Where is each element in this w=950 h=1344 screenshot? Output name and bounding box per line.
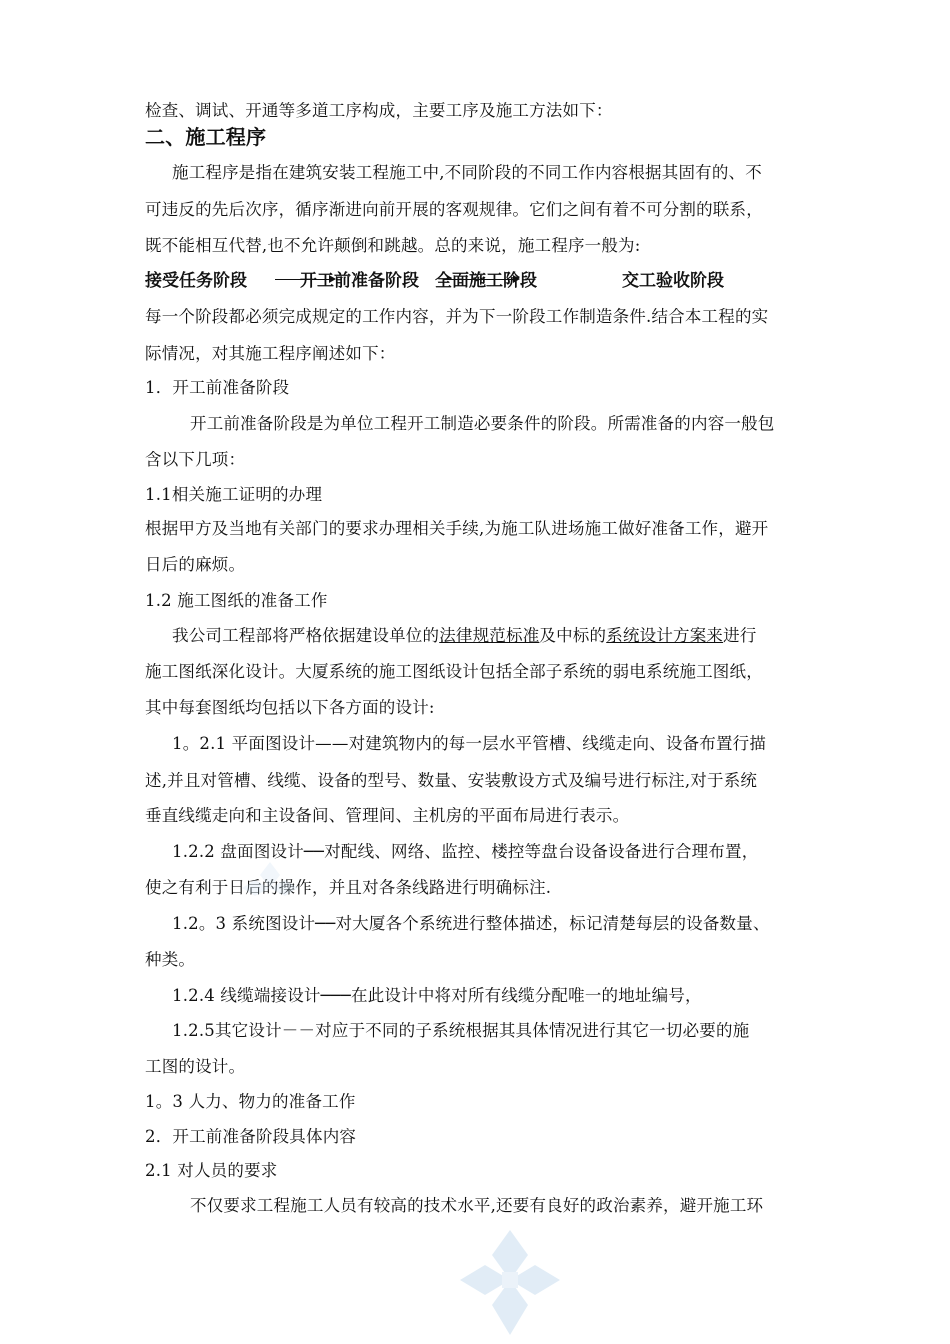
snowflake-watermark-icon [440, 1225, 580, 1344]
snowflake-watermark-icon [240, 860, 300, 910]
subheading: 2.1 对人员的要求 [145, 1161, 278, 1180]
paragraph-line: 1.2。3 系统图设计──对大厦各个系统进行整体描述，标记清楚每层的设备数量、 [172, 914, 770, 933]
stage-acceptance: 交工验收阶段 [622, 271, 724, 291]
stage-construction: 全面施工阶段 [435, 271, 537, 291]
paragraph-line: 种类。 [145, 950, 196, 969]
paragraph-line: 垂直线缆走向和主设备间、管理间、主机房的平面布局进行表示。 [145, 806, 630, 825]
paragraph-line: 1.2.5其它设计－－对应于不同的子系统根据其具体情况进行其它一切必要的施 [172, 1021, 750, 1040]
section-heading: 二、施工程序 [145, 125, 267, 149]
paragraph-line: 施工程序是指在建筑安装工程施工中,不同阶段的不同工作内容根据其固有的、不 [172, 163, 762, 182]
paragraph-line: 开工前准备阶段是为单位工程开工制造必要条件的阶段。所需准备的内容一般包 [190, 414, 775, 433]
text-run: 及中标的 [539, 626, 607, 645]
paragraph-line: 含以下几项： [145, 450, 246, 469]
paragraph-line: 不仅要求工程施工人员有较高的技术水平,还要有良好的政治素养，避开施工环 [190, 1196, 764, 1215]
text-run: 进行 [723, 626, 757, 645]
underlined-term: 法律规范标准 [439, 626, 540, 645]
paragraph-line: 1.2.2 盘面图设计──对配线、网络、监控、楼控等盘台设备设备进行合理布置， [172, 842, 759, 861]
subheading: 1．开工前准备阶段 [145, 378, 290, 397]
subheading: 1.1相关施工证明的办理 [145, 485, 323, 504]
subheading: 1。3 人力、物力的准备工作 [145, 1092, 356, 1111]
paragraph-line: 1。2.1 平面图设计——对建筑物内的每一层水平管槽、线缆走向、设备布置行描 [172, 734, 767, 753]
paragraph-line: 检查、调试、开通等多道工序构成，主要工序及施工方法如下： [145, 101, 613, 120]
paragraph-line: 每一个阶段都必须完成规定的工作内容，并为下一阶段工作制造条件.结合本工程的实 [145, 307, 769, 326]
paragraph-line: 日后的麻烦。 [145, 555, 246, 574]
text-run: 我公司工程部将严格依据建设单位的 [172, 626, 440, 645]
subheading: 1.2 施工图纸的准备工作 [145, 591, 328, 610]
stage-accept-task: 接受任务阶段 [145, 271, 247, 291]
paragraph-line: 可违反的先后次序，循序渐进向前开展的客观规律。它们之间有着不可分割的联系， [145, 200, 763, 219]
paragraph-line: 1.2.4 线缆端接设计───在此设计中将对所有线缆分配唯一的地址编号， [172, 986, 702, 1005]
subheading: 2．开工前准备阶段具体内容 [145, 1127, 357, 1146]
paragraph-line: 使之有利于日后的操作，并且对各条线路进行明确标注. [145, 878, 552, 897]
paragraph-line: 施工图纸深化设计。大厦系统的施工图纸设计包括全部子系统的弱电系统施工图纸， [145, 662, 763, 681]
paragraph-line: 述,并且对管槽、线缆、设备的型号、数量、安装敷设方式及编号进行标注,对于系统 [145, 771, 758, 790]
paragraph-line: 工图的设计。 [145, 1057, 246, 1076]
paragraph-line: 根据甲方及当地有关部门的要求办理相关手续,为施工队进场施工做好准备工作，避开 [145, 519, 769, 538]
paragraph-line: 际情况，对其施工程序阐述如下： [145, 344, 396, 363]
paragraph-line [172, 622, 757, 646]
underlined-term: 系统设计方案来 [606, 626, 724, 645]
paragraph-line: 既不能相互代替,也不允许颠倒和跳越。总的来说，施工程序一般为: [145, 236, 641, 255]
stage-preparation: 开工前准备阶段 [300, 271, 419, 291]
paragraph-line: 其中每套图纸均包括以下各方面的设计: [145, 698, 435, 717]
